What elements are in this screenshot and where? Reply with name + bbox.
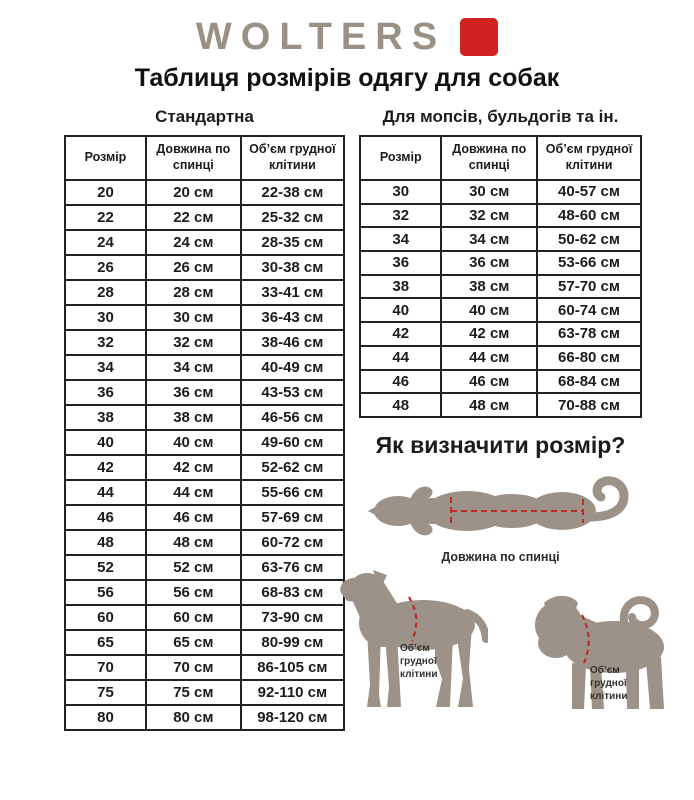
table-row [65,255,344,280]
table-row [65,405,344,430]
table-cell: 40-57 см [537,180,641,204]
table-cell: 63-78 см [537,322,641,346]
table-cell: 40 [360,298,441,322]
table-cell: 44 [65,480,146,505]
brand-logo [0,0,694,58]
standard-table-title: Стандартна [155,107,254,126]
pugs-table-body [360,180,641,417]
table-cell: 34 [360,227,441,251]
table-cell: 52-62 см [241,455,344,480]
pugs-size-column [359,103,642,731]
page-title: Таблиця розмірів одягу для собак [134,64,560,92]
table-cell: 22 см [146,205,241,230]
table-cell: 38 см [441,275,537,299]
table-cell: 50-62 см [537,227,641,251]
table-cell: 28-35 см [241,230,344,255]
table-cell: 52 [65,555,146,580]
table-row [65,480,344,505]
table-row [65,530,344,555]
table-cell: 80 см [146,705,241,730]
table-row [360,370,641,394]
table-cell: 42 [65,455,146,480]
table-cell: 48 см [146,530,241,555]
table-cell: 52 см [146,555,241,580]
column-header: Об’єм грудної клітини [537,136,641,180]
table-cell: 26 см [146,255,241,280]
table-cell: 48-60 см [537,204,641,228]
table-cell: 40 см [441,298,537,322]
table-row [65,180,344,205]
pugs-table-title: Для мопсів, бульдогів та ін. [382,107,619,126]
table-cell: 75 см [146,680,241,705]
table-cell: 36 см [441,251,537,275]
label-line: Об’єм [590,664,620,676]
how-to-measure-title: Як визначити розмір? [375,431,626,458]
table-cell: 20 см [146,180,241,205]
table-cell: 36 см [146,380,241,405]
chest-volume-label [590,664,628,703]
table-cell: 56 [65,580,146,605]
table-row [360,346,641,370]
table-cell: 46 [360,370,441,394]
table-cell: 75 [65,680,146,705]
pugs-size-table [359,135,642,418]
label-line: клітини [590,690,628,702]
dog-top-view-silhouette-icon [362,471,640,549]
table-cell: 30 см [441,180,537,204]
table-cell: 48 [360,393,441,417]
table-cell: 44 см [441,346,537,370]
table-cell: 32 см [441,204,537,228]
table-cell: 46 см [441,370,537,394]
table-row [360,251,641,275]
column-header: Об’єм грудної клітини [241,136,344,180]
table-cell: 66-80 см [537,346,641,370]
table-cell: 48 см [441,393,537,417]
table-cell: 34 см [441,227,537,251]
table-cell: 70-88 см [537,393,641,417]
table-cell: 53-66 см [537,251,641,275]
table-cell: 46-56 см [241,405,344,430]
table-row [65,280,344,305]
table-cell: 34 см [146,355,241,380]
table-cell: 63-76 см [241,555,344,580]
table-cell: 28 см [146,280,241,305]
table-cell: 40 см [146,430,241,455]
table-cell: 20 [65,180,146,205]
dog-pug-figure [528,591,670,709]
table-cell: 60-72 см [241,530,344,555]
table-cell: 42 см [441,322,537,346]
table-cell: 68-84 см [537,370,641,394]
label-line: грудної [400,655,437,667]
table-cell: 65 см [146,630,241,655]
table-cell: 92-110 см [241,680,344,705]
table-cell: 42 см [146,455,241,480]
table-row [65,355,344,380]
table-cell: 44 см [146,480,241,505]
standard-table-header [65,136,344,180]
table-row [65,580,344,605]
table-row [65,505,344,530]
table-row [360,322,641,346]
table-row [65,380,344,405]
table-cell: 65 [65,630,146,655]
table-cell: 56 см [146,580,241,605]
chest-volume-label [400,642,438,681]
table-cell: 46 [65,505,146,530]
table-row [360,275,641,299]
dog-standing-silhouette-icon [335,567,488,712]
table-row [65,680,344,705]
table-cell: 30 [360,180,441,204]
table-cell: 98-120 см [241,705,344,730]
table-cell: 86-105 см [241,655,344,680]
table-cell: 70 [65,655,146,680]
back-length-label: Довжина по спинці [441,549,560,564]
table-row [65,205,344,230]
column-header: Розмір [65,136,146,180]
table-cell: 70 см [146,655,241,680]
table-row [65,230,344,255]
table-cell: 30 [65,305,146,330]
table-cell: 32 [360,204,441,228]
table-cell: 44 [360,346,441,370]
table-cell: 24 [65,230,146,255]
table-cell: 24 см [146,230,241,255]
header-row [360,136,641,180]
table-cell: 48 [65,530,146,555]
column-header: Довжина по спинці [146,136,241,180]
table-row [360,227,641,251]
table-cell: 42 [360,322,441,346]
table-row [360,393,641,417]
table-cell: 57-70 см [537,275,641,299]
table-cell: 40-49 см [241,355,344,380]
table-cell: 49-60 см [241,430,344,455]
table-row [65,430,344,455]
content-columns [0,93,694,731]
table-cell: 38 [360,275,441,299]
pugs-table-header [360,136,641,180]
table-cell: 80 [65,705,146,730]
table-row [65,655,344,680]
table-cell: 40 [65,430,146,455]
label-line: клітини [400,668,438,680]
brand-logo-red-square-icon [460,18,498,56]
table-cell: 32 [65,330,146,355]
table-cell: 60-74 см [537,298,641,322]
table-cell: 28 [65,280,146,305]
table-cell: 60 см [146,605,241,630]
table-cell: 32 см [146,330,241,355]
table-cell: 80-99 см [241,630,344,655]
table-row [65,330,344,355]
table-cell: 30 см [146,305,241,330]
table-cell: 33-41 см [241,280,344,305]
table-cell: 36 [360,251,441,275]
table-cell: 60 [65,605,146,630]
column-header: Розмір [360,136,441,180]
table-row [65,455,344,480]
table-cell: 57-69 см [241,505,344,530]
table-cell: 68-83 см [241,580,344,605]
table-cell: 36 [65,380,146,405]
table-cell: 22 [65,205,146,230]
column-header: Довжина по спинці [441,136,537,180]
table-row [65,305,344,330]
table-row [360,204,641,228]
table-cell: 38 [65,405,146,430]
table-cell: 43-53 см [241,380,344,405]
table-cell: 25-32 см [241,205,344,230]
header-row [65,136,344,180]
table-cell: 36-43 см [241,305,344,330]
dogs-side-view-row [359,565,642,717]
standard-size-table [64,135,345,731]
table-row [65,555,344,580]
table-row [65,705,344,730]
table-cell: 34 [65,355,146,380]
table-cell: 26 [65,255,146,280]
standard-table-body [65,180,344,730]
brand-logo-text: WOLTERS [195,16,447,58]
dog-top-view-figure [359,471,642,549]
table-cell: 55-66 см [241,480,344,505]
table-cell: 22-38 см [241,180,344,205]
table-cell: 73-90 см [241,605,344,630]
dog-standing-figure [335,567,488,712]
label-line: Об’єм [400,642,430,654]
table-cell: 38-46 см [241,330,344,355]
table-cell: 30-38 см [241,255,344,280]
table-row [360,180,641,204]
standard-size-column [64,103,345,731]
table-row [65,605,344,630]
table-row [65,630,344,655]
table-cell: 38 см [146,405,241,430]
table-row [360,298,641,322]
table-cell: 46 см [146,505,241,530]
label-line: грудної [590,677,627,689]
